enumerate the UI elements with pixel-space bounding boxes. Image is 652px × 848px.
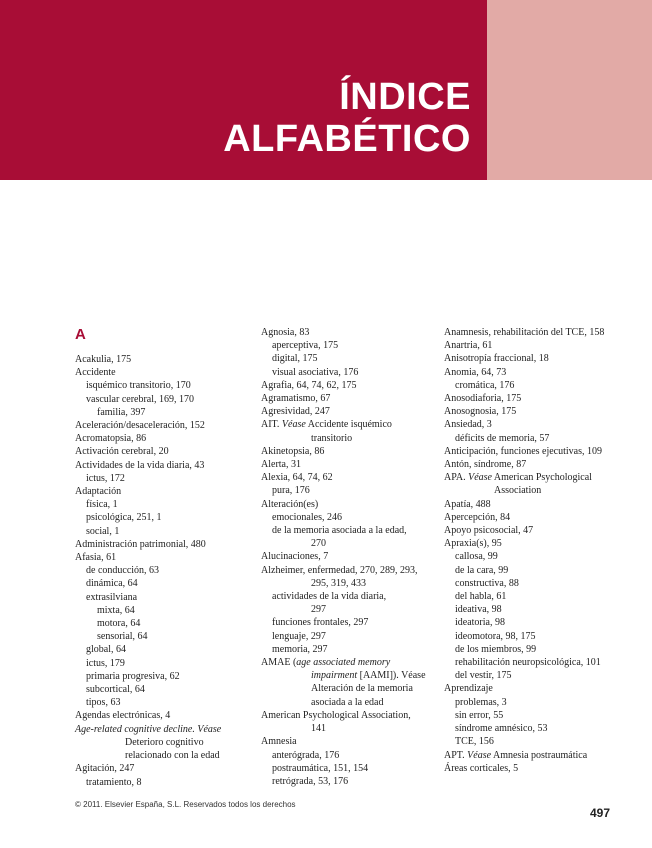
index-entry	[261, 590, 437, 603]
index-entry	[444, 630, 644, 643]
entry-text: callosa, 99	[455, 551, 498, 563]
index-entry	[75, 393, 247, 406]
index-entry	[75, 564, 247, 577]
index-entry	[261, 537, 437, 550]
entry-text: sin error, 55	[455, 709, 504, 721]
index-entry	[75, 577, 247, 590]
index-entry	[444, 669, 644, 682]
index-entry	[261, 630, 437, 643]
entry-text: Activación cerebral, 20	[75, 446, 169, 458]
entry-text: Actividades de la vida diaria, 43	[75, 459, 205, 471]
entry-text: retrógrada, 53, 176	[272, 775, 349, 787]
entry-italic-text: Véase	[468, 472, 492, 484]
index-entry	[261, 445, 437, 458]
entry-text: Aceleración/desaceleración, 152	[75, 420, 205, 432]
entry-text: Agresividad, 247	[261, 406, 330, 418]
entry-text: relacionado con la edad	[125, 750, 220, 762]
entry-text: Amnesia	[261, 736, 297, 748]
index-entry	[75, 696, 247, 709]
index-entry	[444, 432, 644, 445]
index-entry	[75, 657, 247, 670]
index-entry	[261, 498, 437, 511]
index-entry	[75, 406, 247, 419]
entry-text: Deterioro cognitivo	[125, 736, 204, 748]
entry-text: Alucinaciones, 7	[261, 551, 329, 563]
entry-text: TCE, 156	[455, 736, 494, 748]
index-entry	[261, 749, 437, 762]
entry-text: emocionales, 246	[272, 511, 342, 523]
entry-text: Ansiedad, 3	[444, 419, 492, 431]
index-entry	[75, 723, 247, 736]
entry-text: Alerta, 31	[261, 459, 301, 471]
entry-text: Anisotropía fraccional, 18	[444, 353, 549, 365]
entry-text: 270	[311, 538, 326, 550]
entry-text: extrasilviana	[86, 591, 138, 603]
entry-text: American Psychological Association,	[261, 709, 411, 721]
entry-text: visual asociativa, 176	[272, 366, 359, 378]
index-entry	[75, 538, 247, 551]
entry-text: Agendas electrónicas, 4	[75, 710, 171, 722]
entry-text: síndrome amnésico, 53	[455, 723, 548, 735]
entry-text: psicológica, 251, 1	[86, 512, 162, 524]
index-entry	[444, 603, 644, 616]
index-entry	[444, 418, 644, 431]
entry-text: Association	[494, 485, 542, 497]
entry-text: del habla, 61	[455, 591, 507, 603]
index-entry	[444, 339, 644, 352]
entry-text: Agnosia, 83	[261, 327, 310, 338]
index-entry	[444, 392, 644, 405]
entry-text: ideatoria, 98	[455, 617, 505, 629]
entry-text: Anticipación, funciones ejecutivas, 109	[444, 445, 603, 457]
index-entry	[261, 735, 437, 748]
index-entry	[75, 762, 247, 775]
entry-text: dinámica, 64	[86, 578, 138, 590]
entry-text: vascular cerebral, 169, 170	[86, 393, 195, 405]
index-entry	[444, 577, 644, 590]
index-entry	[444, 352, 644, 365]
index-entry	[444, 484, 644, 497]
title-line-1: ÍNDICE	[339, 76, 471, 118]
entry-text: Acakulia, 175	[75, 354, 132, 365]
entry-text: digital, 175	[272, 353, 318, 365]
entry-text: AMAE (	[261, 657, 297, 669]
entry-text: 141	[311, 723, 326, 735]
index-entry	[261, 709, 437, 722]
index-entry	[261, 564, 437, 577]
title-line-2: ALFABÉTICO	[223, 118, 471, 160]
index-entry	[261, 405, 437, 418]
index-entry	[261, 682, 437, 695]
entry-text: Antón, síndrome, 87	[444, 459, 527, 471]
index-entry	[261, 352, 437, 365]
entry-text: ictus, 172	[86, 472, 125, 484]
index-entry	[261, 326, 437, 339]
entry-text: subcortical, 64	[86, 684, 145, 696]
index-entry	[261, 643, 437, 656]
entry-text: Alexia, 64, 74, 62	[261, 472, 333, 484]
index-entry	[444, 696, 644, 709]
entry-text: ictus, 179	[86, 657, 125, 669]
entry-text: déficits de memoria, 57	[455, 432, 550, 444]
index-entry	[444, 709, 644, 722]
entry-text: Afasia, 61	[75, 552, 117, 564]
entry-text: constructiva, 88	[455, 577, 519, 589]
index-entry	[75, 709, 247, 722]
entry-text: 295, 319, 433	[311, 577, 366, 589]
index-entry	[75, 604, 247, 617]
index-entry	[75, 511, 247, 524]
copyright-notice: © 2011. Elsevier España, S.L. Reservados todos los derechos	[75, 800, 296, 809]
index-entry	[75, 525, 247, 538]
index-entry	[444, 524, 644, 537]
index-entry	[261, 722, 437, 735]
entry-text: transitorio	[311, 432, 353, 444]
entry-text: Acromatopsia, 86	[75, 433, 147, 445]
index-entry	[261, 366, 437, 379]
entry-text: familia, 397	[97, 406, 146, 418]
index-entry	[75, 683, 247, 696]
entry-text: AIT.	[261, 419, 282, 431]
entry-text: de los miembros, 99	[455, 643, 537, 655]
index-entry	[444, 511, 644, 524]
entry-text: memoria, 297	[272, 643, 328, 655]
index-entry	[75, 591, 247, 604]
index-entry	[75, 485, 247, 498]
entry-text: Agitación, 247	[75, 763, 135, 775]
index-entry	[261, 656, 437, 669]
page-number: 497	[589, 806, 610, 820]
index-entry	[444, 762, 644, 775]
index-entry	[75, 353, 247, 366]
entry-text: Apercepción, 84	[444, 511, 511, 523]
index-entry	[75, 445, 247, 458]
index-entry	[444, 550, 644, 563]
entry-text: de la cara, 99	[455, 564, 509, 576]
entry-text: Apoyo psicosocial, 47	[444, 525, 534, 537]
entry-text-continued: [AAMI]). Véase	[357, 670, 426, 682]
entry-text: ideomotora, 98, 175	[455, 630, 536, 642]
index-entry	[444, 366, 644, 379]
entry-text: Accidente	[75, 367, 116, 379]
header-banner-accent	[487, 0, 652, 180]
entry-italic-text: Véase	[281, 419, 306, 431]
entry-text: pura, 176	[272, 485, 310, 497]
page-title	[223, 76, 471, 160]
entry-text: Apraxia(s), 95	[444, 538, 502, 550]
index-entry	[444, 682, 644, 695]
entry-text: 297	[311, 604, 326, 616]
index-entry	[261, 550, 437, 563]
entry-text: Agramatismo, 67	[261, 393, 331, 405]
index-entry	[444, 749, 644, 762]
index-entry	[444, 722, 644, 735]
index-entry	[444, 471, 644, 484]
index-entry	[75, 459, 247, 472]
entry-text: Agrafia, 64, 74, 62, 175	[261, 379, 357, 391]
index-entry	[75, 617, 247, 630]
index-entry	[75, 749, 247, 762]
entry-text: Anosodiaforia, 175	[444, 393, 522, 405]
index-entry	[444, 564, 644, 577]
index-entry	[75, 472, 247, 485]
entry-text: asociada a la edad	[311, 696, 384, 708]
entry-text: mixta, 64	[97, 604, 135, 616]
index-entry	[75, 419, 247, 432]
entry-text: aperceptiva, 175	[272, 340, 339, 352]
index-entry	[75, 776, 247, 789]
index-entry	[444, 735, 644, 748]
index-entry	[261, 669, 437, 682]
index-entry	[444, 643, 644, 656]
index-entry	[261, 471, 437, 484]
entry-text: Anomia, 64, 73	[444, 366, 507, 378]
entry-italic-text: Age-related cognitive decline. Véase	[75, 723, 222, 735]
entry-text: motora, 64	[97, 618, 141, 630]
index-entry	[75, 670, 247, 683]
entry-text: física, 1	[86, 499, 118, 511]
entry-text: postraumática, 151, 154	[272, 762, 369, 774]
entry-text: anterógrada, 176	[272, 749, 340, 761]
entry-text: de conducción, 63	[86, 565, 160, 577]
entry-text: del vestir, 175	[455, 670, 512, 682]
entry-text: Akinetopsia, 86	[261, 445, 325, 457]
entry-text: APT.	[444, 749, 468, 761]
entry-text: Aprendizaje	[444, 683, 493, 695]
index-entry	[75, 643, 247, 656]
index-entry	[75, 379, 247, 392]
index-entry	[261, 418, 437, 431]
section-letter: A	[75, 326, 86, 343]
index-entry	[261, 577, 437, 590]
entry-text: APA.	[444, 472, 469, 484]
entry-text: Apatía, 488	[444, 498, 491, 510]
index-entry	[261, 762, 437, 775]
entry-text: Alteración(es)	[261, 498, 319, 510]
index-entry	[444, 445, 644, 458]
index-entry	[75, 736, 247, 749]
entry-italic-text: impairment	[311, 670, 358, 682]
entry-italic-text: Véase	[467, 749, 492, 761]
index-entry	[444, 656, 644, 669]
entry-text: rehabilitación neuropsicológica, 101	[455, 657, 601, 669]
index-entry	[261, 524, 437, 537]
entry-text: Anosognosia, 175	[444, 406, 517, 418]
entry-text: funciones frontales, 297	[272, 617, 369, 629]
index-column-3	[444, 326, 644, 775]
entry-text: sensorial, 64	[97, 631, 148, 643]
index-entry	[261, 511, 437, 524]
index-entry	[444, 616, 644, 629]
index-entry	[261, 458, 437, 471]
entry-text: Alteración de la memoria	[311, 683, 413, 695]
index-entry	[75, 498, 247, 511]
index-entry	[261, 775, 437, 788]
entry-text: primaria progresiva, 62	[86, 670, 180, 682]
index-entry	[261, 432, 437, 445]
index-entry	[444, 590, 644, 603]
index-entry	[75, 551, 247, 564]
index-entry	[75, 432, 247, 445]
entry-text-continued: American Psychological	[491, 472, 592, 484]
index-entry	[261, 603, 437, 616]
entry-text: ideativa, 98	[455, 604, 502, 616]
index-column-2	[261, 326, 437, 788]
entry-text: tipos, 63	[86, 697, 121, 709]
index-entry	[261, 339, 437, 352]
index-entry	[261, 696, 437, 709]
entry-text: cromática, 176	[455, 379, 515, 391]
entry-text-continued: Amnesia postraumática	[491, 749, 588, 761]
index-entry	[444, 326, 644, 339]
entry-text: isquémico transitorio, 170	[86, 380, 191, 392]
index-entry	[444, 498, 644, 511]
index-entry	[261, 379, 437, 392]
entry-text: de la memoria asociada a la edad,	[272, 525, 407, 537]
index-entry	[75, 630, 247, 643]
entry-text: Áreas corticales, 5	[444, 762, 519, 774]
index-entry	[444, 458, 644, 471]
entry-text: problemas, 3	[455, 696, 507, 708]
index-column-1	[75, 326, 247, 789]
entry-text-continued: Accidente isquémico	[305, 419, 392, 431]
entry-text: global, 64	[86, 644, 126, 656]
index-entry	[261, 616, 437, 629]
index-entry	[261, 484, 437, 497]
entry-text: social, 1	[86, 525, 120, 537]
entry-italic-text: age associated memory	[296, 657, 391, 669]
entry-text: Administración patrimonial, 480	[75, 538, 206, 550]
index-entry	[75, 366, 247, 379]
index-entry	[444, 379, 644, 392]
entry-text: tratamiento, 8	[86, 776, 142, 788]
index-entry	[444, 405, 644, 418]
entry-text: lenguaje, 297	[272, 630, 326, 642]
entry-text: Adaptación	[75, 486, 122, 498]
index-entry	[444, 537, 644, 550]
entry-text: Anamnesis, rehabilitación del TCE, 158	[444, 327, 605, 338]
entry-text: actividades de la vida diaria,	[272, 591, 387, 603]
entry-text: Alzheimer, enfermedad, 270, 289, 293,	[261, 564, 418, 576]
index-entry	[261, 392, 437, 405]
entry-text: Anartria, 61	[444, 340, 493, 352]
